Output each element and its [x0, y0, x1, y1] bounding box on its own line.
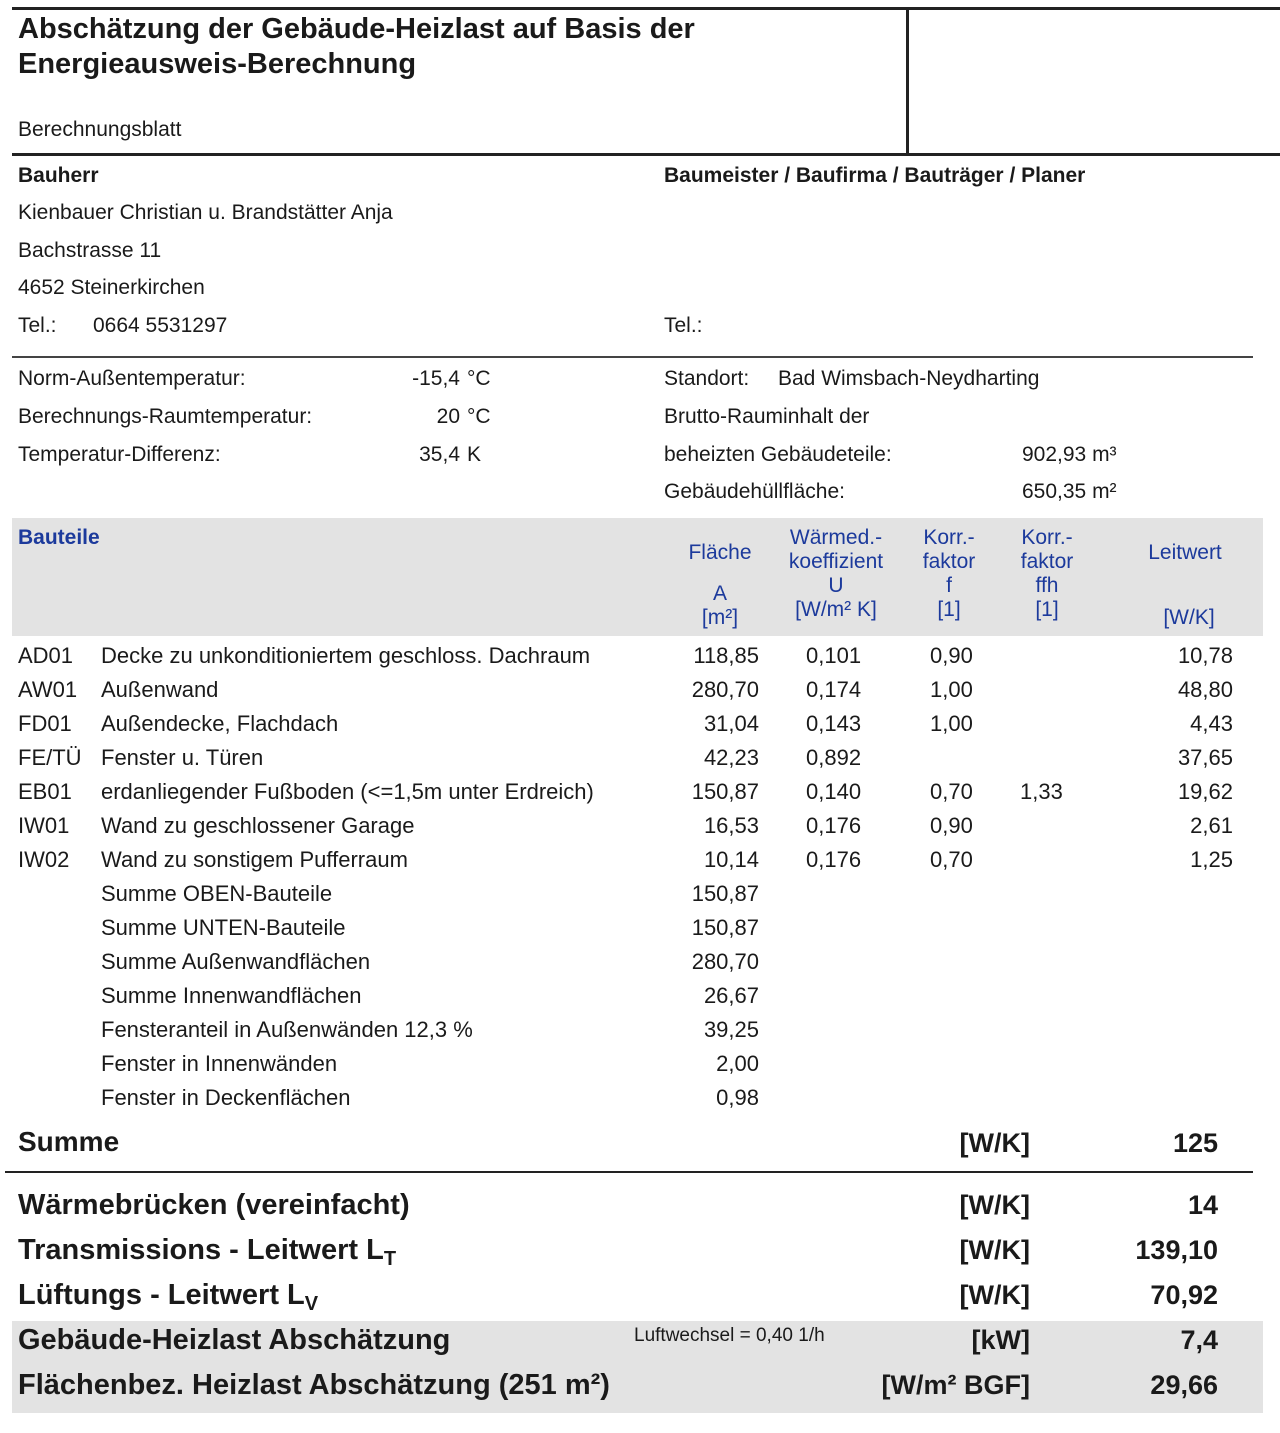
- header-divider: [906, 10, 909, 154]
- row-u-value: 0,176: [806, 847, 862, 872]
- transmissions-value: 139,10: [1135, 1235, 1218, 1265]
- heizlast-label: Gebäude-Heizlast Abschätzung: [18, 1324, 451, 1356]
- korr-ffh-symbol: ffh: [1035, 574, 1059, 597]
- table-header-leitwert-unit: [1130, 606, 1248, 630]
- sum-description: Summe OBEN-Bauteile: [101, 881, 333, 906]
- bauherr-tel-label: Tel.:: [18, 314, 57, 337]
- korr-ffh-line2: faktor: [1020, 550, 1074, 573]
- bauherr-city: 4652 Steinerkirchen: [18, 276, 205, 299]
- transmissions-label-sub: T: [383, 1248, 397, 1270]
- row-leitwert: 1,25: [1190, 847, 1233, 872]
- standort-label: Standort:: [664, 367, 750, 390]
- row-leitwert: 37,65: [1177, 745, 1233, 770]
- sum-area: 280,70: [691, 949, 759, 974]
- row-korr-f: 0,90: [930, 643, 973, 668]
- korr-f-symbol: f: [946, 574, 952, 597]
- temp-diff-label: Temperatur-Differenz:: [18, 443, 221, 466]
- row-description: Wand zu geschlossener Garage: [101, 813, 415, 838]
- norm-temp-unit: °C: [467, 367, 491, 390]
- sum-row: [12, 912, 1242, 946]
- row-korr-f: 0,70: [930, 847, 973, 872]
- row-code: AW01: [18, 677, 78, 702]
- sum-description: Fensteranteil in Außenwänden 12,3 %: [101, 1017, 473, 1042]
- brutto-label-line2: beheizten Gebäudeteile:: [664, 443, 892, 466]
- document-title-line2: Energieausweis-Berechnung: [18, 48, 417, 80]
- room-temp-label: Berechnungs-Raumtemperatur:: [18, 405, 313, 428]
- summe-label: Summe: [18, 1126, 120, 1157]
- sum-area: 2,00: [716, 1051, 759, 1076]
- heizlast-unit: [kW]: [971, 1325, 1030, 1355]
- table-row: [12, 674, 1242, 708]
- waermebruecken-value: 14: [1187, 1190, 1218, 1220]
- flaechen-heizlast-unit: [W/m² BGF]: [881, 1370, 1030, 1400]
- row-korr-f: 0,90: [930, 813, 973, 838]
- norm-temp-label: Norm-Außentemperatur:: [18, 367, 246, 390]
- document-title-line1: Abschätzung der Gebäude-Heizlast auf Basis der: [18, 13, 695, 45]
- huelle-value: 650,35 m²: [1022, 480, 1117, 503]
- heizlast-value: 7,4: [1180, 1325, 1218, 1355]
- korr-f-line2: faktor: [922, 550, 976, 573]
- row-area: 150,87: [691, 779, 759, 804]
- row-area: 118,85: [693, 643, 759, 668]
- sum-description: Summe Innenwandflächen: [101, 983, 362, 1008]
- table-row: [12, 742, 1242, 776]
- flaeche-unit: [m²]: [701, 606, 739, 629]
- section-rule: [12, 356, 1253, 358]
- table-row: [12, 844, 1242, 878]
- lueftungs-label: [18, 1279, 319, 1315]
- room-temp-unit: °C: [467, 405, 491, 428]
- bauherr-tel-value: 0664 5531297: [93, 314, 228, 337]
- row-description: Wand zu sonstigem Pufferraum: [101, 847, 408, 872]
- table-row: [12, 810, 1242, 844]
- table-header-leitwert: [1130, 541, 1240, 565]
- table-header-korr-ffh: [1002, 526, 1092, 622]
- sum-row: [12, 946, 1242, 980]
- row-code: IW01: [18, 813, 70, 838]
- brutto-label-line1: Brutto-Rauminhalt der: [664, 405, 870, 428]
- row-description: erdanliegender Fußboden (<=1,5m unter Erdreich): [101, 779, 594, 804]
- row-code: AD01: [18, 643, 74, 668]
- summe-unit: [W/K]: [959, 1128, 1030, 1158]
- lueftungs-value: 70,92: [1150, 1280, 1218, 1310]
- norm-temp-value: -15,4: [412, 367, 460, 390]
- table-row: [12, 640, 1242, 674]
- row-code: EB01: [18, 779, 72, 804]
- bauherr-street: Bachstrasse 11: [18, 239, 162, 262]
- document-subtitle: Berechnungsblatt: [18, 118, 182, 141]
- row-description: Decke zu unkonditioniertem geschloss. Dachraum: [101, 643, 591, 668]
- sum-description: Summe Außenwandflächen: [101, 949, 371, 974]
- korr-f-line1: Korr.-: [923, 526, 975, 549]
- sum-area: 150,87: [691, 881, 759, 906]
- flaechen-heizlast-label: Flächenbez. Heizlast Abschätzung (251 m²): [18, 1369, 610, 1401]
- row-description: Außenwand: [101, 677, 219, 702]
- transmissions-label: [18, 1234, 397, 1270]
- row-area: 280,70: [691, 677, 759, 702]
- sum-description: Fenster in Deckenflächen: [101, 1085, 351, 1110]
- waermebruecken-label: Wärmebrücken (vereinfacht): [18, 1189, 410, 1221]
- table-header-bauteile: Bauteile: [18, 526, 100, 549]
- row-code: FE/TÜ: [18, 745, 82, 770]
- row-u-value: 0,176: [806, 813, 862, 838]
- planer-label: Baumeister / Baufirma / Bauträger / Planer: [664, 164, 1086, 187]
- row-leitwert: 2,61: [1190, 813, 1233, 838]
- row-u-value: 0,892: [806, 745, 862, 770]
- table-header-flaeche: [670, 541, 770, 565]
- transmissions-label-text: Transmissions - Leitwert L: [18, 1234, 384, 1266]
- row-code: IW02: [18, 847, 70, 872]
- brutto-value: 902,93 m³: [1022, 443, 1117, 466]
- u-symbol: U: [828, 574, 844, 597]
- sum-row: [12, 1048, 1242, 1082]
- waermebruecken-unit: [W/K]: [959, 1190, 1030, 1220]
- room-temp-value: 20: [436, 405, 460, 428]
- row-leitwert: 10,78: [1177, 643, 1233, 668]
- bauherr-name: Kienbauer Christian u. Brandstätter Anja: [18, 201, 393, 224]
- standort-value: Bad Wimsbach-Neydharting: [778, 367, 1040, 390]
- flaechen-heizlast-value: 29,66: [1150, 1370, 1218, 1400]
- sum-area: 0,98: [716, 1085, 759, 1110]
- row-area: 10,14: [703, 847, 759, 872]
- korr-ffh-unit: [1]: [1035, 598, 1059, 621]
- row-code: FD01: [18, 711, 72, 736]
- sum-row: [12, 878, 1242, 912]
- row-area: 16,53: [703, 813, 759, 838]
- row-area: 42,23: [703, 745, 759, 770]
- row-u-value: 0,140: [806, 779, 862, 804]
- row-korr-ffh: 1,33: [1020, 779, 1063, 804]
- row-leitwert: 48,80: [1177, 677, 1233, 702]
- temp-diff-value: 35,4: [419, 443, 460, 466]
- luftwechsel-note: Luftwechsel = 0,40 1/h: [634, 1325, 825, 1346]
- sum-description: Fenster in Innenwänden: [101, 1051, 338, 1076]
- sum-row: [12, 1082, 1242, 1116]
- sum-area: 26,67: [703, 983, 759, 1008]
- planer-tel-label: Tel.:: [664, 314, 703, 337]
- row-korr-f: 0,70: [930, 779, 973, 804]
- summe-rule: [5, 1171, 1253, 1173]
- top-rule: [12, 7, 1280, 10]
- table-header-u-value: [776, 526, 896, 622]
- u-title-line2: koeffizient: [788, 550, 884, 573]
- row-area: 31,04: [703, 711, 759, 736]
- summe-value: 125: [1172, 1128, 1218, 1158]
- transmissions-unit: [W/K]: [959, 1235, 1030, 1265]
- flaeche-title: Fläche: [688, 541, 752, 564]
- lueftungs-label-text: Lüftungs - Leitwert L: [18, 1279, 305, 1311]
- row-description: Außendecke, Flachdach: [101, 711, 339, 736]
- row-u-value: 0,143: [806, 711, 862, 736]
- table-header-korr-f: [904, 526, 994, 622]
- row-u-value: 0,101: [806, 643, 862, 668]
- bauherr-label: Bauherr: [18, 164, 99, 187]
- lueftungs-label-sub: V: [304, 1293, 319, 1315]
- sum-description: Summe UNTEN-Bauteile: [101, 915, 346, 940]
- flaeche-symbol: A: [712, 582, 727, 605]
- u-unit: [W/m² K]: [795, 598, 877, 621]
- row-u-value: 0,174: [806, 677, 862, 702]
- header-bottom-rule: [12, 153, 1280, 156]
- sum-row: [12, 1014, 1242, 1048]
- huelle-label: Gebäudehüllfläche:: [664, 480, 845, 503]
- lueftungs-unit: [W/K]: [959, 1280, 1030, 1310]
- row-korr-f: 1,00: [930, 677, 973, 702]
- table-row: [12, 776, 1242, 810]
- table-row: [12, 708, 1242, 742]
- leitwert-title: Leitwert: [1148, 541, 1222, 564]
- sum-area: 39,25: [703, 1017, 759, 1042]
- korr-f-unit: [1]: [937, 598, 961, 621]
- korr-ffh-line1: Korr.-: [1021, 526, 1073, 549]
- table-header-flaeche-unit: [670, 582, 770, 630]
- row-leitwert: 4,43: [1190, 711, 1233, 736]
- row-description: Fenster u. Türen: [101, 745, 264, 770]
- sum-row: [12, 980, 1242, 1014]
- temp-diff-unit: K: [467, 443, 482, 466]
- leitwert-unit: [W/K]: [1163, 606, 1215, 629]
- sum-area: 150,87: [691, 915, 759, 940]
- row-korr-f: 1,00: [930, 711, 973, 736]
- u-title-line1: Wärmed.-: [789, 526, 883, 549]
- row-leitwert: 19,62: [1177, 779, 1233, 804]
